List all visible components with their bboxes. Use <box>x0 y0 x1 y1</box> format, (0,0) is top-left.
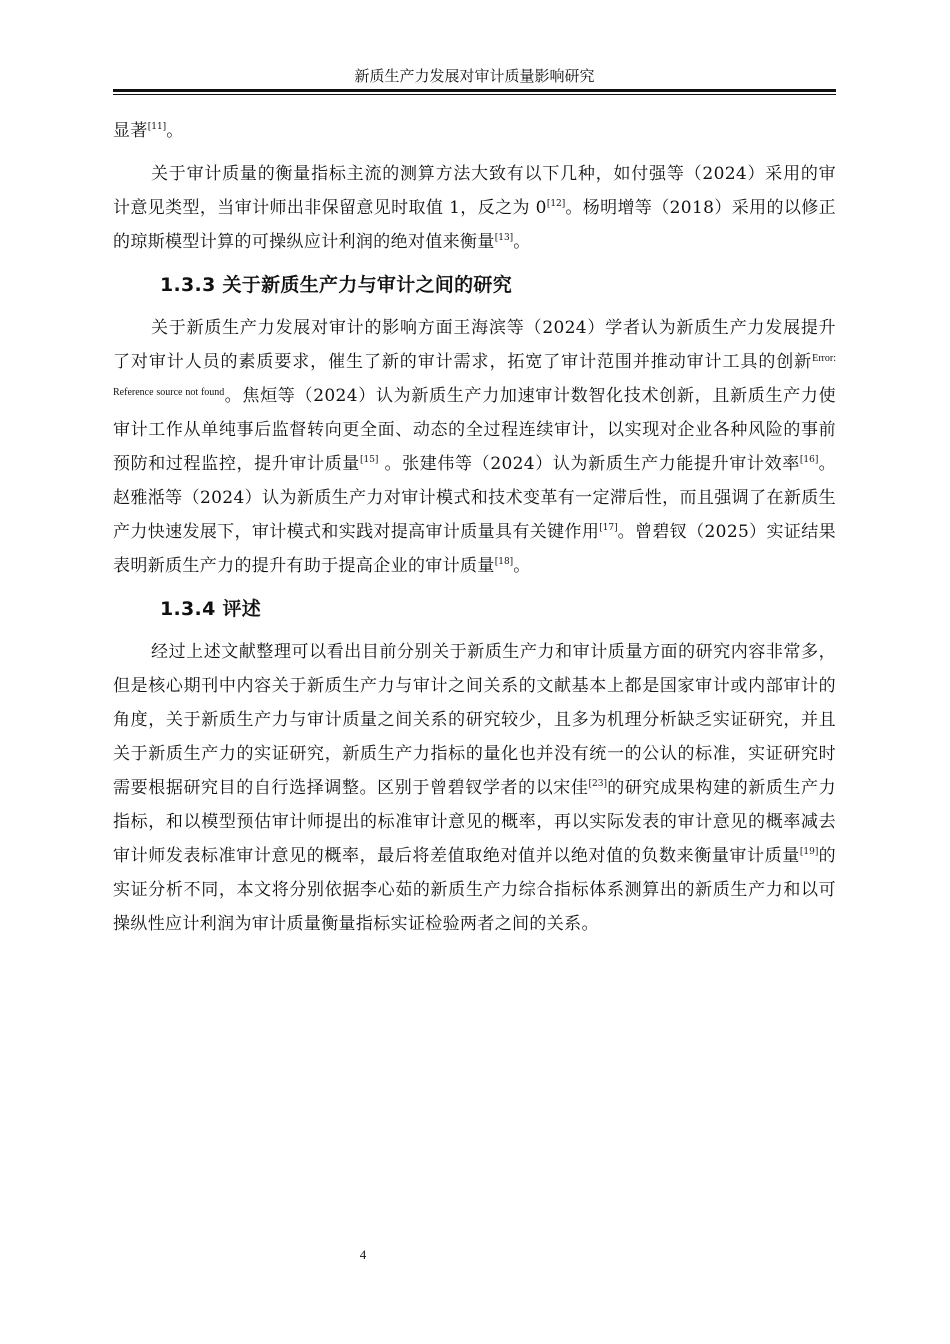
reference-error-text: Error: Reference source not found <box>113 353 836 398</box>
paragraph-text: 。杨明增等（2018）采用的以修正的琼斯模型计算的可操纵应计利润的绝对值来衡量 <box>113 198 837 252</box>
paragraph-productivity-audit <box>113 311 836 583</box>
citation-ref: [23] <box>588 779 608 789</box>
citation-ref: [12] <box>546 199 566 209</box>
page-body <box>113 114 836 941</box>
paragraph-text: 。 <box>166 121 184 141</box>
paragraph-text: 的研究成果构建的新质生产力指标，和以模型预估审计师提出的标准审计意见的概率，再以实际发表的审计意见的概率减去审计师发表标准审计意见的概率，最后将差值取绝对值并以绝对值的负数来衡量审计质量 <box>113 778 836 866</box>
citation-ref: [13] <box>494 233 514 243</box>
paragraph-audit-quality-measures <box>113 157 836 259</box>
paragraph-text: 。 <box>513 556 531 576</box>
paragraph-text: 关于新质生产力发展对审计的影响方面王海滨等（2024）学者认为新质生产力发展提升了对审计人员的素质要求，催生了新的审计需求，拓宽了审计范围并推动审计工具的创新 <box>113 318 836 372</box>
page-number: 4 <box>359 1247 367 1262</box>
paragraph-text: 关于审计质量的衡量指标主流的测算方法大致有以下几种，如付强等（2024）采用的审计意见类型，当审计师出非保留意见时取值 1，反之为 0 <box>113 164 836 218</box>
running-header: 新质生产力发展对审计质量影响研究 <box>354 69 595 85</box>
paragraph-text: 。赵雅湉等（2024）认为新质生产力对审计模式和技术变革有一定滞后性，而且强调了在新质生产力快速发展下，审计模式和实践对提高审计质量具有关键作用 <box>113 454 836 542</box>
section-heading-1-3-4: 1.3.4 评述 <box>160 598 262 620</box>
header-rule-thin <box>113 94 836 95</box>
paragraph-text: 显著 <box>113 121 148 141</box>
paragraph-review <box>113 635 836 941</box>
paragraph-text: 。 <box>513 232 531 252</box>
paragraph-text: 。曾碧钗（2025）实证结果表明新质生产力的提升有助于提高企业的审计质量 <box>113 522 836 576</box>
citation-ref: [11] <box>147 122 167 132</box>
citation-ref: [18] <box>494 557 514 567</box>
paragraph-text: 。焦烜等（2024）认为新质生产力加速审计数智化技术创新，且新质生产力使审计工作从单纯事后监督转向更全面、动态的全过程连续审计，以实现对企业各种风险的事前预防和过程监控，提升审计质量 <box>113 386 836 474</box>
paragraph-text: 经过上述文献整理可以看出目前分别关于新质生产力和审计质量方面的研究内容非常多，但是核心期刊中内容关于新质生产力与审计之间关系的文献基本上都是国家审计或内部审计的角度，关于新质生产力与审计质量之间关系的研究较少，且多为机理分析缺乏实证研究，并且关于新质生产力的实证研究，新质生产力指标的量化也并没有统一的公认的标准，实证研究时需要根据研究目的自行选择调整。区别于曾碧钗学者的以宋佳 <box>113 642 836 798</box>
citation-ref: [17] <box>599 523 618 533</box>
citation-ref: [15] <box>359 455 379 465</box>
paragraph-continuation <box>113 114 836 148</box>
paragraph-text: 。张建伟等（2024）认为新质生产力能提升审计效率 <box>378 454 800 474</box>
citation-ref: [19] <box>799 847 819 857</box>
section-heading-1-3-3: 1.3.3 关于新质生产力与审计之间的研究 <box>160 274 513 296</box>
paragraph-text: 的实证分析不同，本文将分别依据李心茹的新质生产力综合指标体系测算出的新质生产力和以可操纵性应计利润为审计质量衡量指标实证检验两者之间的关系。 <box>113 846 836 934</box>
citation-ref: [16] <box>799 455 819 465</box>
header-rule-thick <box>113 89 836 92</box>
